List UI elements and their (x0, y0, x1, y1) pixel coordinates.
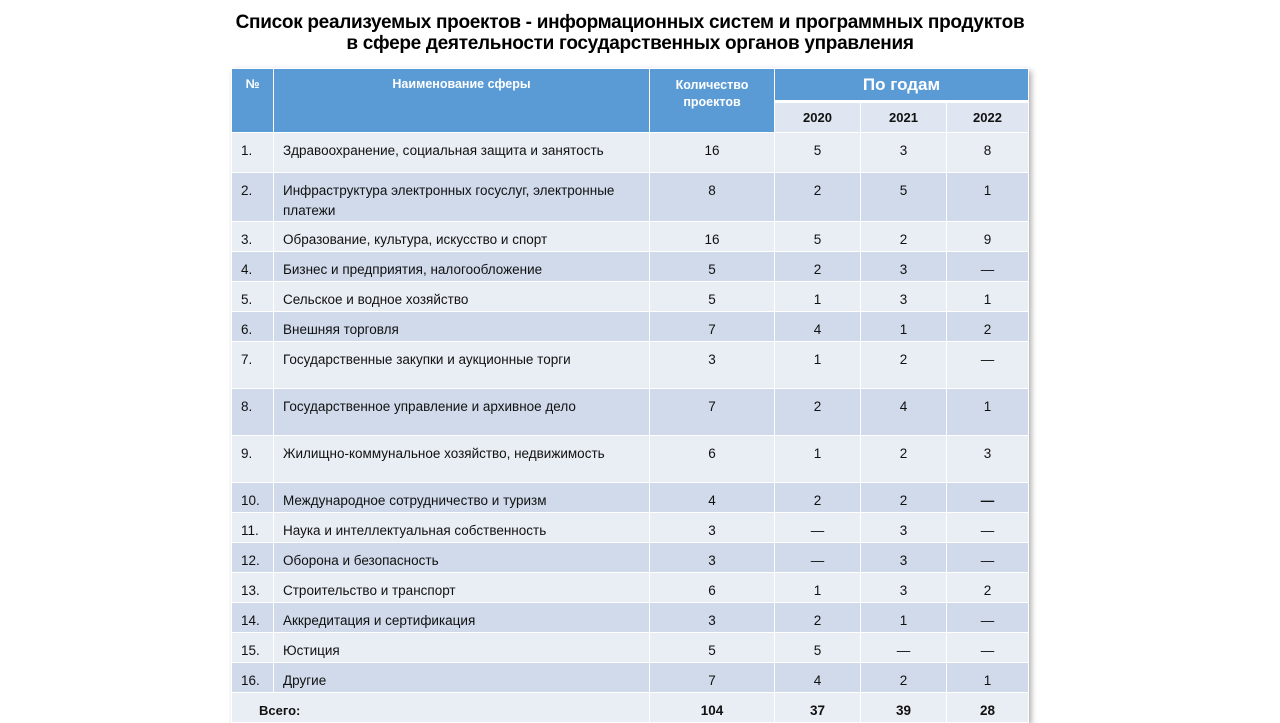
total-project-count: 104 (650, 693, 775, 723)
row-sphere-name: Бизнес и предприятия, налогообложение (274, 252, 650, 282)
row-sphere-name: Сельское и водное хозяйство (274, 282, 650, 312)
header-by-years: По годам (775, 69, 1029, 102)
row-project-count: 8 (650, 173, 775, 222)
row-year-2021: 1 (861, 603, 947, 633)
table-row (232, 543, 1029, 573)
header-project-count: Количество проектов (650, 69, 775, 133)
row-year-2021: 3 (861, 133, 947, 173)
row-year-2020: 1 (775, 282, 861, 312)
row-number: 4. (232, 252, 274, 282)
row-number: 15. (232, 633, 274, 663)
row-project-count: 3 (650, 603, 775, 633)
row-project-count: 4 (650, 483, 775, 513)
row-number: 8. (232, 389, 274, 436)
row-project-count: 7 (650, 389, 775, 436)
row-project-count: 3 (650, 543, 775, 573)
row-year-2022: — (947, 603, 1029, 633)
row-project-count: 3 (650, 342, 775, 389)
row-year-2020: — (775, 513, 861, 543)
table-row (232, 133, 1029, 173)
row-year-2022: 2 (947, 312, 1029, 342)
row-project-count: 6 (650, 573, 775, 603)
row-year-2021: 3 (861, 573, 947, 603)
row-project-count: 5 (650, 633, 775, 663)
total-year-2020: 37 (775, 693, 861, 723)
total-label: Всего: (232, 693, 650, 723)
row-year-2022: — (947, 342, 1029, 389)
row-year-2021: 2 (861, 663, 947, 693)
row-year-2020: 2 (775, 173, 861, 222)
row-sphere-name: Образование, культура, искусство и спорт (274, 222, 650, 252)
row-number: 11. (232, 513, 274, 543)
row-year-2022: 8 (947, 133, 1029, 173)
table-row (232, 603, 1029, 633)
row-project-count: 5 (650, 282, 775, 312)
total-year-2022: 28 (947, 693, 1029, 723)
header-sphere-name: Наименование сферы (274, 69, 650, 133)
table-row (232, 342, 1029, 389)
row-year-2022: — (947, 483, 1029, 513)
row-year-2020: — (775, 543, 861, 573)
row-sphere-name: Инфраструктура электронных госуслуг, электронные платежи (274, 173, 650, 222)
table-row (232, 663, 1029, 693)
row-number: 9. (232, 436, 274, 483)
header-year-2022: 2022 (947, 102, 1029, 133)
row-project-count: 5 (650, 252, 775, 282)
row-year-2021: 2 (861, 436, 947, 483)
projects-table (231, 68, 1029, 723)
table-row (232, 513, 1029, 543)
row-year-2020: 2 (775, 389, 861, 436)
table-row (232, 483, 1029, 513)
table-body (232, 133, 1029, 723)
row-year-2021: 2 (861, 342, 947, 389)
row-sphere-name: Другие (274, 663, 650, 693)
row-year-2022: — (947, 543, 1029, 573)
row-year-2021: 1 (861, 312, 947, 342)
row-year-2020: 4 (775, 312, 861, 342)
row-year-2021: 2 (861, 222, 947, 252)
table-row (232, 282, 1029, 312)
row-sphere-name: Международное сотрудничество и туризм (274, 483, 650, 513)
row-number: 10. (232, 483, 274, 513)
row-number: 14. (232, 603, 274, 633)
row-year-2022: 3 (947, 436, 1029, 483)
row-sphere-name: Государственное управление и архивное дело (274, 389, 650, 436)
row-project-count: 3 (650, 513, 775, 543)
row-year-2022: 1 (947, 663, 1029, 693)
row-sphere-name: Государственные закупки и аукционные торги (274, 342, 650, 389)
row-year-2021: 3 (861, 543, 947, 573)
header-number: № (232, 69, 274, 133)
table-row (232, 173, 1029, 222)
row-sphere-name: Наука и интеллектуальная собственность (274, 513, 650, 543)
row-project-count: 16 (650, 222, 775, 252)
row-project-count: 7 (650, 663, 775, 693)
row-number: 1. (232, 133, 274, 173)
table-row (232, 633, 1029, 663)
row-year-2020: 1 (775, 573, 861, 603)
row-project-count: 16 (650, 133, 775, 173)
row-number: 12. (232, 543, 274, 573)
row-sphere-name: Внешняя торговля (274, 312, 650, 342)
row-year-2022: 1 (947, 173, 1029, 222)
row-year-2022: 1 (947, 282, 1029, 312)
page-title (0, 12, 1260, 54)
row-year-2022: — (947, 252, 1029, 282)
row-year-2022: — (947, 513, 1029, 543)
row-year-2020: 4 (775, 663, 861, 693)
row-year-2021: 2 (861, 483, 947, 513)
table-row (232, 312, 1029, 342)
row-year-2022: 9 (947, 222, 1029, 252)
header-year-2021: 2021 (861, 102, 947, 133)
row-year-2021: 4 (861, 389, 947, 436)
table-row (232, 389, 1029, 436)
row-project-count: 6 (650, 436, 775, 483)
row-sphere-name: Здравоохранение, социальная защита и занятость (274, 133, 650, 173)
row-number: 6. (232, 312, 274, 342)
table-row (232, 222, 1029, 252)
row-project-count: 7 (650, 312, 775, 342)
row-year-2021: 3 (861, 252, 947, 282)
row-sphere-name: Оборона и безопасность (274, 543, 650, 573)
row-year-2022: 2 (947, 573, 1029, 603)
table-row (232, 252, 1029, 282)
row-year-2020: 5 (775, 633, 861, 663)
row-year-2021: 5 (861, 173, 947, 222)
total-row (232, 693, 1029, 723)
row-year-2021: 3 (861, 282, 947, 312)
row-year-2020: 2 (775, 483, 861, 513)
row-number: 5. (232, 282, 274, 312)
projects-table-container (231, 68, 1028, 723)
row-number: 13. (232, 573, 274, 603)
header-year-2020: 2020 (775, 102, 861, 133)
row-number: 2. (232, 173, 274, 222)
row-year-2020: 2 (775, 252, 861, 282)
row-number: 16. (232, 663, 274, 693)
table-row (232, 573, 1029, 603)
row-year-2021: 3 (861, 513, 947, 543)
row-year-2020: 5 (775, 222, 861, 252)
title-line-2: в сфере деятельности государственных органов управления (346, 33, 914, 54)
row-year-2022: — (947, 633, 1029, 663)
row-year-2020: 2 (775, 603, 861, 633)
row-sphere-name: Жилищно-коммунальное хозяйство, недвижимость (274, 436, 650, 483)
row-year-2020: 1 (775, 436, 861, 483)
row-number: 7. (232, 342, 274, 389)
table-row (232, 436, 1029, 483)
row-sphere-name: Строительство и транспорт (274, 573, 650, 603)
row-sphere-name: Юстиция (274, 633, 650, 663)
total-year-2021: 39 (861, 693, 947, 723)
title-line-1: Список реализуемых проектов - информационных систем и программных продуктов (235, 12, 1025, 33)
row-number: 3. (232, 222, 274, 252)
row-year-2021: — (861, 633, 947, 663)
row-year-2020: 1 (775, 342, 861, 389)
row-year-2022: 1 (947, 389, 1029, 436)
row-year-2020: 5 (775, 133, 861, 173)
row-sphere-name: Аккредитация и сертификация (274, 603, 650, 633)
